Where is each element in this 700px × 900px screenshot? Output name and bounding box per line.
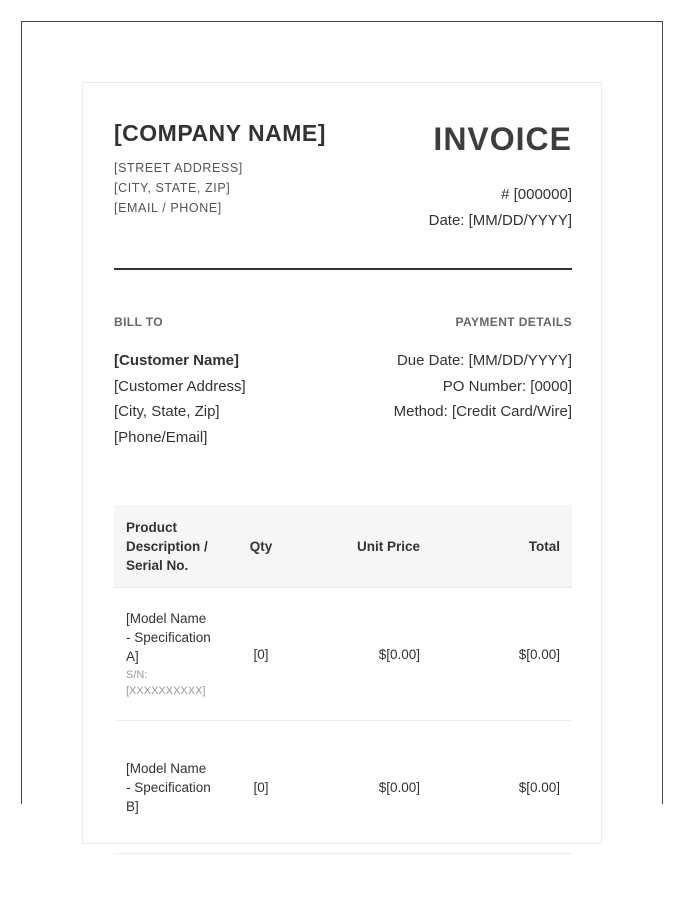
po-number: PO Number: [0000] — [442, 377, 572, 395]
line-items-table — [114, 505, 572, 854]
item-description: [Model Name - Specification B] — [126, 760, 211, 814]
customer-address: [Customer Address] — [114, 377, 246, 395]
customer-contact: [Phone/Email] — [114, 428, 208, 446]
customer-city: [City, State, Zip] — [114, 403, 220, 420]
bill-to-label: BILL TO — [114, 315, 164, 329]
item-description: [Model Name - Specification A] — [126, 611, 211, 664]
table-row — [114, 721, 572, 854]
item-qty: [0] — [224, 721, 298, 854]
invoice-date: Date: [MM/DD/YYYY] — [428, 212, 572, 229]
header-qty: Qty — [224, 505, 298, 588]
item-description-cell — [114, 721, 224, 854]
invoice-number: # [000000] — [501, 186, 572, 203]
item-qty: [0] — [224, 588, 298, 721]
item-serial: S/N: [XXXXXXXXXX] — [126, 669, 206, 697]
payment-method: Method: [Credit Card/Wire] — [393, 403, 572, 420]
invoice-title: INVOICE — [433, 121, 572, 157]
header-unit-price: Unit Price — [298, 505, 432, 588]
company-address — [114, 158, 243, 218]
payment-details-label: PAYMENT DETAILS — [455, 315, 572, 329]
item-unit-price: $[0.00] — [298, 721, 432, 854]
due-date: Due Date: [MM/DD/YYYY] — [396, 352, 572, 369]
invoice-sheet — [82, 82, 602, 844]
item-total: $[0.00] — [432, 721, 572, 854]
item-total: $[0.00] — [432, 588, 572, 721]
header-total: Total — [432, 505, 572, 588]
table-header-row — [114, 505, 572, 588]
invoice-meta — [429, 182, 572, 234]
table-row — [114, 588, 572, 721]
item-unit-price: $[0.00] — [298, 588, 432, 721]
payment-details-block — [394, 348, 572, 425]
company-street: [STREET ADDRESS] — [114, 161, 243, 175]
header-description: Product Description / Serial No. — [114, 505, 224, 588]
bill-to-block — [114, 348, 246, 450]
company-city: [CITY, STATE, ZIP] — [114, 181, 231, 195]
header-divider — [114, 268, 572, 270]
item-description-cell — [114, 588, 224, 721]
company-name: [COMPANY NAME] — [114, 120, 326, 146]
document-page — [21, 21, 663, 814]
customer-name: [Customer Name] — [114, 352, 240, 369]
company-contact: [EMAIL / PHONE] — [114, 201, 222, 215]
